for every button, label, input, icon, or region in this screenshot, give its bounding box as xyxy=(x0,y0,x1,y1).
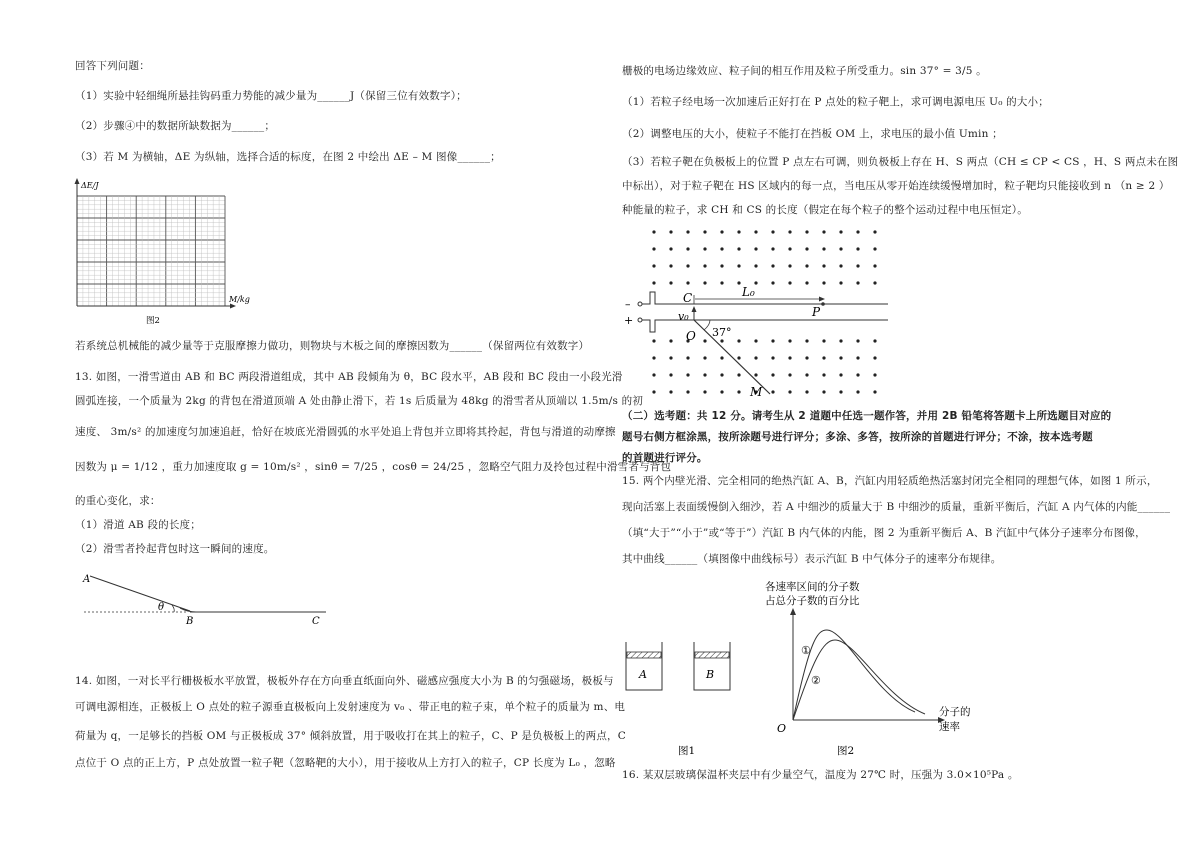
question-14-part-1: （1）若粒子经电场一次加速后正好打在 P 点处的粒子靶上，求可调电源电压 U₀ 的大小； xyxy=(622,96,1049,108)
field-dot xyxy=(720,281,723,284)
question-15-line-2: 现向活塞上表面缓慢倒入细沙，若 A 中细沙的质量大于 B 中细沙的质量，重新平衡后，汽缸 A 内气体的内能______ xyxy=(622,501,1171,513)
question-13-line-2: 圆弧连接，一个质量为 2kg 的背包在滑道顶端 A 处由静止滑下，若 1s 后质量为 48kg 的滑雪者从顶端以 1.5m/s 的初 xyxy=(75,395,644,407)
question-12-part-2: （2）步骤④中的数据所缺数据为______； xyxy=(75,120,276,132)
field-dot xyxy=(771,373,774,376)
field-dot xyxy=(822,230,825,233)
field-dot xyxy=(669,390,672,393)
question-13-line-3: 速度、 3m/s² 的加速度匀加速追赶，恰好在坡底光滑圆弧的水平处追上背包并立即将其拎起，背包与滑道的动摩擦 xyxy=(75,426,616,438)
field-dot xyxy=(805,390,808,393)
elective-header-line-3: 的首题进行评分。 xyxy=(622,452,708,464)
field-dot xyxy=(669,281,672,284)
field-dot xyxy=(771,356,774,359)
field-dot xyxy=(873,230,876,233)
field-dot xyxy=(720,264,723,267)
field-dot xyxy=(652,247,655,250)
field-dot xyxy=(669,373,672,376)
field-dot xyxy=(686,247,689,250)
question-14-line-4: 点位于 O 点的正上方，P 点处放置一粒子靶（忽略靶的大小），用于接收从上方打入的粒子，CP 长度为 L₀ ，忽略 xyxy=(75,757,616,769)
field-dot xyxy=(703,356,706,359)
origin-label: O xyxy=(777,722,787,735)
label-37-degrees: 37° xyxy=(712,326,732,339)
field-dot xyxy=(856,339,859,342)
y-axis-arrow xyxy=(790,608,796,615)
label-o: O xyxy=(686,329,696,343)
field-dot xyxy=(822,373,825,376)
curve-1-label: ① xyxy=(801,644,811,657)
field-dot xyxy=(856,281,859,284)
negative-terminal xyxy=(642,292,680,304)
field-dot xyxy=(771,247,774,250)
field-dot xyxy=(839,356,842,359)
field-dot xyxy=(703,373,706,376)
field-dot xyxy=(839,373,842,376)
question-13-line-4: 因数为 μ = 1/12 ，重力加速度取 g = 10m/s² ，sinθ = 7/25 ，cosθ = 24/25 ，忽略空气阻力及拎包过程中滑雪者与背包 xyxy=(75,461,672,473)
field-dot xyxy=(839,247,842,250)
field-dot xyxy=(754,247,757,250)
question-13-line-1: 13. 如图，一滑雪道由 AB 和 BC 两段滑道组成，其中 AB 段倾角为 θ，BC 段水平，AB 段和 BC 段由一小段光滑 xyxy=(75,371,623,383)
label-v0: v₀ xyxy=(678,310,689,323)
v0-arrowhead xyxy=(692,306,697,312)
piston-a xyxy=(627,652,661,658)
field-dot xyxy=(873,390,876,393)
curve-2-label: ② xyxy=(811,674,821,687)
angle-arc xyxy=(704,320,710,330)
field-dot xyxy=(839,339,842,342)
field-dot xyxy=(669,264,672,267)
field-dot xyxy=(686,230,689,233)
field-dot xyxy=(754,264,757,267)
field-dot xyxy=(686,356,689,359)
field-dot xyxy=(873,264,876,267)
field-dot xyxy=(788,281,791,284)
field-dot xyxy=(754,373,757,376)
field-dot xyxy=(652,281,655,284)
piston-b xyxy=(695,652,729,658)
field-dot xyxy=(703,230,706,233)
field-dot xyxy=(703,390,706,393)
field-dot xyxy=(652,230,655,233)
field-dot xyxy=(856,230,859,233)
field-dot xyxy=(856,390,859,393)
field-dot xyxy=(788,390,791,393)
field-dot xyxy=(754,356,757,359)
field-dot xyxy=(805,373,808,376)
y-axis-label-1: 各速率区间的分子数 xyxy=(765,581,860,593)
field-dot xyxy=(805,339,808,342)
question-15-line-1: 15. 两个内壁光滑、完全相同的绝热汽缸 A、B，汽缸内用轻质绝热活塞封闭完全相同的理想气体，如图 1 所示， xyxy=(622,475,1158,487)
label-a: A xyxy=(83,574,91,585)
field-dot xyxy=(873,373,876,376)
question-14-part-2: （2）调整电压的大小，使粒子不能打在挡板 OM 上，求电压的最小值 Umin ； xyxy=(622,128,1003,140)
question-12-part-1: （1）实验中轻细绳所悬挂钩码重力势能的减少量为______J（保留三位有效数字）； xyxy=(75,90,467,102)
magnetic-field-figure xyxy=(620,224,900,404)
grid-lines xyxy=(77,196,225,306)
field-dot xyxy=(754,281,757,284)
field-dot xyxy=(873,281,876,284)
question-14-line-3: 荷量为 q，一足够长的挡板 OM 与正极板成 37° 倾斜放置，用于吸收打在其上的粒子，C、P 是负极板上的两点，C xyxy=(75,730,626,742)
elective-header-line-2: 题号右侧方框涂黑，按所涂题号进行评分；多涂、多答，按所涂的首题进行评分；不涂，按本选考题 xyxy=(622,431,1093,443)
field-dot xyxy=(669,356,672,359)
field-dot xyxy=(737,247,740,250)
label-minus: – xyxy=(625,298,631,311)
y-axis-arrow xyxy=(75,178,80,184)
question-13-part-2: （2）滑雪者拎起背包时这一瞬间的速度。 xyxy=(75,543,275,555)
positive-terminal xyxy=(642,320,680,332)
field-dot xyxy=(669,339,672,342)
field-dot xyxy=(754,339,757,342)
field-dot xyxy=(652,390,655,393)
text-line: 回答下列问题： xyxy=(75,60,150,72)
field-dot xyxy=(720,373,723,376)
field-dot xyxy=(805,230,808,233)
field-dot xyxy=(652,339,655,342)
question-16-line-1: 16. 某双层玻璃保温杯夹层中有少量空气，温度为 27℃ 时，压强为 3.0×10⁵Pa 。 xyxy=(622,769,1019,781)
field-dot xyxy=(771,230,774,233)
field-dot xyxy=(822,281,825,284)
field-dot xyxy=(686,264,689,267)
field-dot xyxy=(703,281,706,284)
field-dot xyxy=(771,390,774,393)
field-dot xyxy=(652,264,655,267)
slope-ab xyxy=(90,576,190,611)
field-dot xyxy=(839,390,842,393)
l0-arrow xyxy=(819,297,825,302)
question-14-part-3-line-1: （3）若粒子靶在负极板上的位置 P 点左右可调，则负极板上存在 H、S 两点（CH ≤ CP < CS ，H、S 两点未在图 xyxy=(622,156,1179,168)
field-dot xyxy=(720,230,723,233)
field-dot xyxy=(822,264,825,267)
x-axis-arrow xyxy=(230,304,236,309)
field-dot xyxy=(771,281,774,284)
question-13-line-5: 的重心变化，求： xyxy=(75,495,161,507)
field-dot xyxy=(788,264,791,267)
cylinder-b-label: B xyxy=(706,668,715,681)
cylinder-a-label: A xyxy=(639,668,647,681)
field-dot xyxy=(856,356,859,359)
target-p xyxy=(821,302,825,306)
x-axis-label-2: 速率 xyxy=(939,721,960,733)
field-dot xyxy=(703,264,706,267)
field-dot xyxy=(788,373,791,376)
field-dot xyxy=(686,281,689,284)
label-m: M xyxy=(750,385,763,399)
field-dot xyxy=(839,230,842,233)
field-dot xyxy=(805,264,808,267)
figure-1-cylinders xyxy=(620,640,750,760)
x-axis-label-1: 分子的 xyxy=(939,706,971,718)
figure-2-distribution xyxy=(765,580,995,760)
field-dot xyxy=(788,356,791,359)
field-dot xyxy=(805,247,808,250)
field-dot xyxy=(771,339,774,342)
field-dot xyxy=(873,339,876,342)
label-p: P xyxy=(812,305,821,319)
field-dot xyxy=(703,247,706,250)
field-dot xyxy=(822,356,825,359)
label-b: B xyxy=(186,616,194,627)
field-dot xyxy=(805,281,808,284)
label-theta: θ xyxy=(158,602,165,613)
field-dot xyxy=(788,247,791,250)
field-dot xyxy=(873,247,876,250)
question-15-line-3: （填“大于”“小于”或“等于”）汽缸 B 内气体的内能，图 2 为重新平衡后 A、B 汽缸中气体分子速率分布图像， xyxy=(622,527,1146,539)
label-c: C xyxy=(683,291,693,305)
figure-caption: 图2 xyxy=(146,316,160,326)
label-c: C xyxy=(312,616,320,627)
question-13-part-1: （1）滑道 AB 段的长度； xyxy=(75,519,201,531)
field-dot xyxy=(856,373,859,376)
field-dot xyxy=(737,356,740,359)
field-dot xyxy=(822,247,825,250)
field-dot xyxy=(720,356,723,359)
field-dot xyxy=(805,356,808,359)
figure-2-caption: 图2 xyxy=(837,745,855,757)
field-dot xyxy=(737,390,740,393)
field-dot xyxy=(856,264,859,267)
field-dot xyxy=(839,264,842,267)
question-14-part-3-line-3: 种能量的粒子，求 CH 和 CS 的长度（假定在每个粒子的整个运动过程中电压恒定）。 xyxy=(622,204,1028,216)
terminal-plus-circle xyxy=(638,318,642,322)
label-l0: L₀ xyxy=(742,285,755,299)
field-dot xyxy=(822,339,825,342)
field-dot xyxy=(788,230,791,233)
question-12-friction: 若系统总机械能的减少量等于克服摩擦力做功，则物块与木板之间的摩擦因数为______（保留两位有效数字） xyxy=(75,340,590,352)
field-dot xyxy=(669,230,672,233)
field-dot xyxy=(720,390,723,393)
field-dot xyxy=(856,247,859,250)
y-axis-label-2: 占总分子数的百分比 xyxy=(765,595,860,607)
elective-header-line-1: （二）选考题：共 12 分。请考生从 2 道题中任选一题作答，并用 2B 铅笔将答题卡上所选题目对应的 xyxy=(622,410,1112,422)
angle-arc xyxy=(172,605,174,612)
y-axis-label: ΔE/J xyxy=(81,181,99,190)
field-dot xyxy=(839,281,842,284)
label-plus: + xyxy=(624,314,634,327)
x-axis-label: M/kg xyxy=(229,295,250,304)
field-dot xyxy=(737,281,740,284)
field-dot xyxy=(652,373,655,376)
field-dot xyxy=(788,339,791,342)
figure-2-grid xyxy=(70,178,250,328)
field-dot xyxy=(652,356,655,359)
field-dot xyxy=(686,373,689,376)
field-dot xyxy=(737,264,740,267)
question-12-part-3: （3）若 M 为横轴，ΔE 为纵轴，选择合适的标度，在图 2 中绘出 ΔE – M 图像______； xyxy=(75,151,501,163)
question-15-line-4: 其中曲线______（填图像中曲线标号）表示汽缸 B 中气体分子的速率分布规律。 xyxy=(622,553,1002,565)
field-dot xyxy=(686,390,689,393)
field-dot xyxy=(737,373,740,376)
field-dot xyxy=(754,230,757,233)
question-14-part-3-line-2: 中标出），对于粒子靶在 HS 区域内的每一点，当电压从零开始连续缓慢增加时，粒子靶均只能接收到 n （n ≥ 2 ） xyxy=(622,180,1170,192)
terminal-minus-circle xyxy=(638,302,642,306)
cylinder-b-wall xyxy=(694,642,730,690)
field-dot xyxy=(720,339,723,342)
field-dot xyxy=(737,339,740,342)
question-14-line-1: 14. 如图，一对长平行栅极板水平放置，极板外存在方向垂直纸面向外、磁感应强度大小为 B 的匀强磁场，极板与 xyxy=(75,675,614,687)
field-dot xyxy=(771,264,774,267)
field-dot xyxy=(720,247,723,250)
ski-slope-figure xyxy=(80,568,340,628)
field-dot xyxy=(703,339,706,342)
question-14-continued: 栅极的电场边缘效应、粒子间的相互作用及粒子所受重力。sin 37° = 3/5 。 xyxy=(622,65,987,77)
cylinder-a-wall xyxy=(626,642,662,690)
question-14-line-2: 可调电源相连，正极板上 O 点处的粒子源垂直极板向上发射速度为 v₀ 、带正电的粒子束，单个粒子的质量为 m、电 xyxy=(75,701,626,713)
field-dot xyxy=(669,247,672,250)
field-dot xyxy=(822,390,825,393)
field-dot xyxy=(873,356,876,359)
figure-1-caption: 图1 xyxy=(678,745,696,757)
field-dot xyxy=(737,230,740,233)
